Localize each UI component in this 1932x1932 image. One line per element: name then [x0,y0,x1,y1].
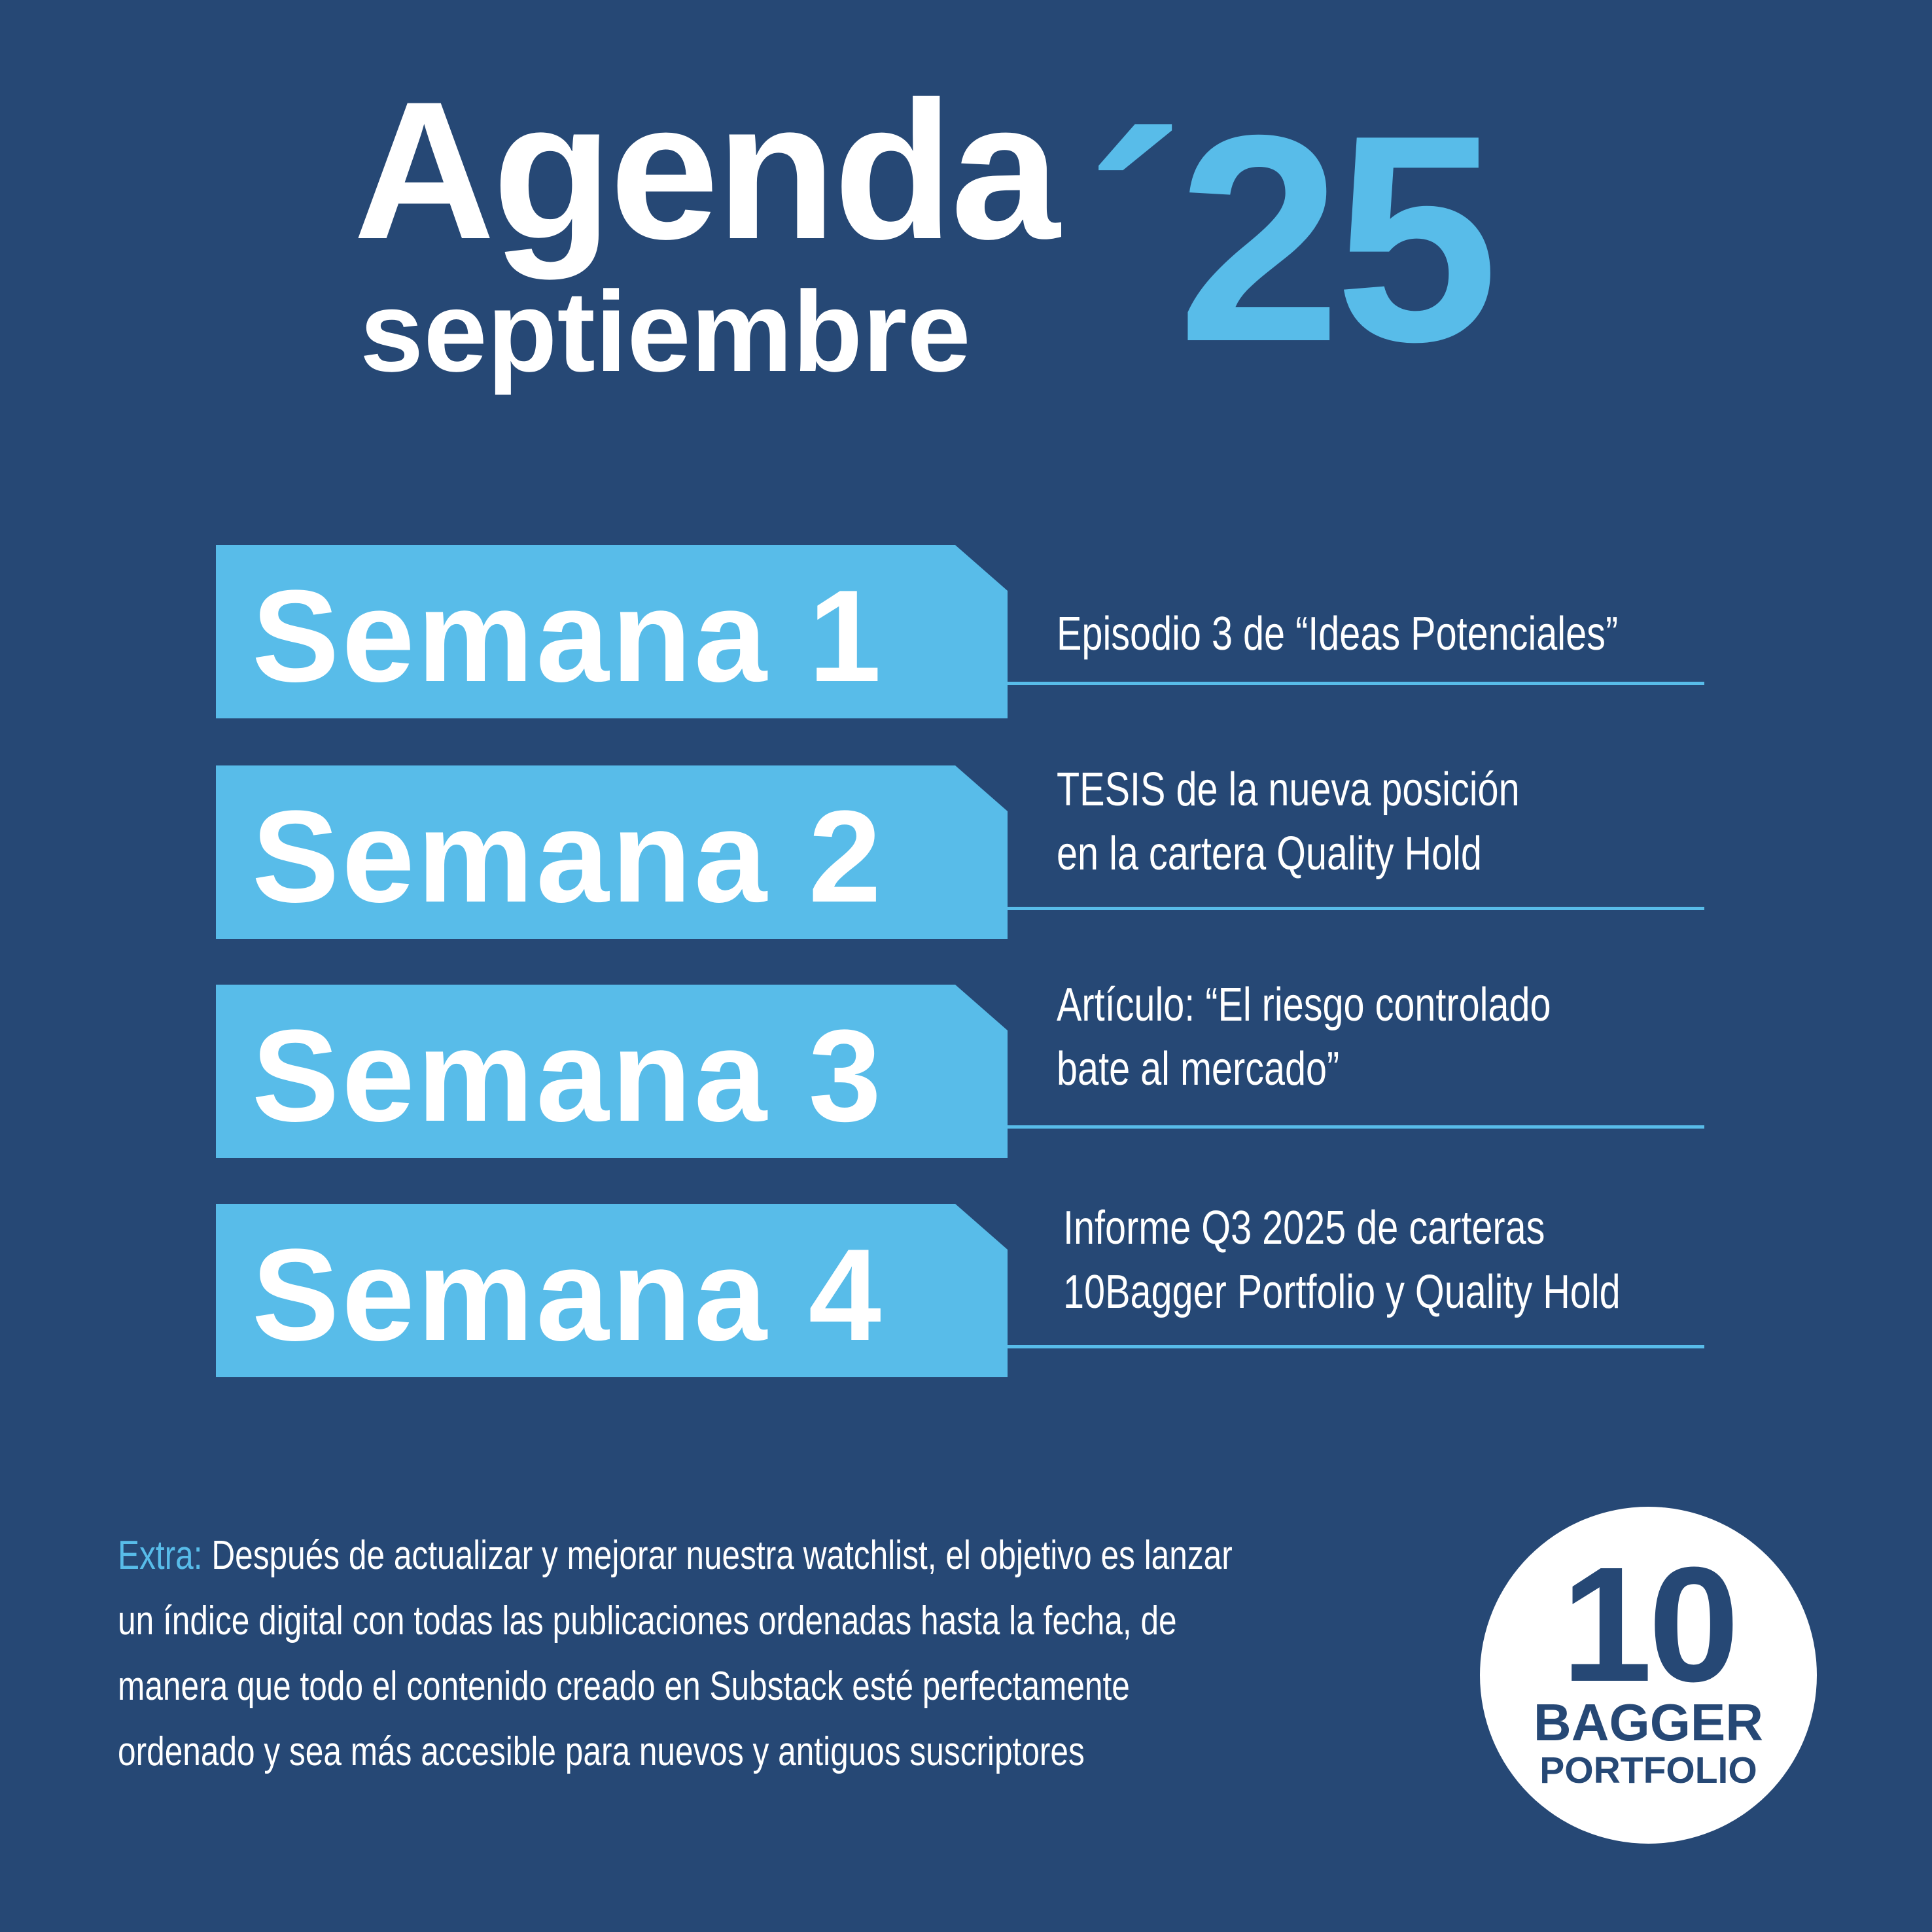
week-row [0,979,1932,1161]
extra-line: un índice digital con todas las publicaciones ordenadas hasta la fecha, de [118,1598,1177,1643]
week-description [1057,758,1520,886]
week-description-line: TESIS de la nueva posición [1057,764,1520,816]
week-label: Semana 4 [252,1222,884,1368]
title-agenda: Agenda [353,60,1058,280]
extra-line: manera que todo el contenido creado en Substack esté perfectamente [118,1664,1130,1709]
week-description-line: Informe Q3 2025 de carteras [1063,1202,1545,1254]
week-description-line: 10Bagger Portfolio y Quality Hold [1063,1266,1621,1318]
extra-note [118,1523,1233,1785]
logo-word-bagger: BAGGER [1533,1693,1764,1751]
week-underline [1008,907,1704,910]
week-description-line: bate al mercado” [1057,1043,1340,1095]
extra-line: ordenado y sea más accesible para nuevos y antiguos suscriptores [118,1729,1085,1774]
extra-label: Extra: [118,1533,203,1578]
week-row [0,545,1932,722]
week-row [0,765,1932,942]
extra-line [118,1523,1233,1589]
logo-number: 10 [1561,1533,1736,1715]
week-label: Semana 1 [252,563,884,709]
week-description-line: en la cartera Quality Hold [1057,828,1482,880]
week-description-line: Episodio 3 de “Ideas Potenciales” [1057,608,1619,660]
week-description [1057,602,1618,666]
brand-logo [1480,1507,1817,1844]
title-year: ´25 [1086,75,1492,403]
week-label: Semana 3 [252,1003,884,1149]
week-description [1057,973,1551,1101]
week-underline [1008,1345,1704,1348]
week-description [1063,1196,1621,1324]
week-underline [1008,1125,1704,1129]
week-description-line: Artículo: “El riesgo controlado [1057,979,1551,1031]
extra-text: Después de actualizar y mejorar nuestra watchlist, el objetivo es lanzar [211,1533,1233,1578]
week-row [0,1204,1932,1380]
week-underline [1008,682,1704,685]
title-month: septiembre [360,268,971,396]
week-label: Semana 2 [252,784,884,930]
logo-word-portfolio: PORTFOLIO [1539,1749,1757,1791]
